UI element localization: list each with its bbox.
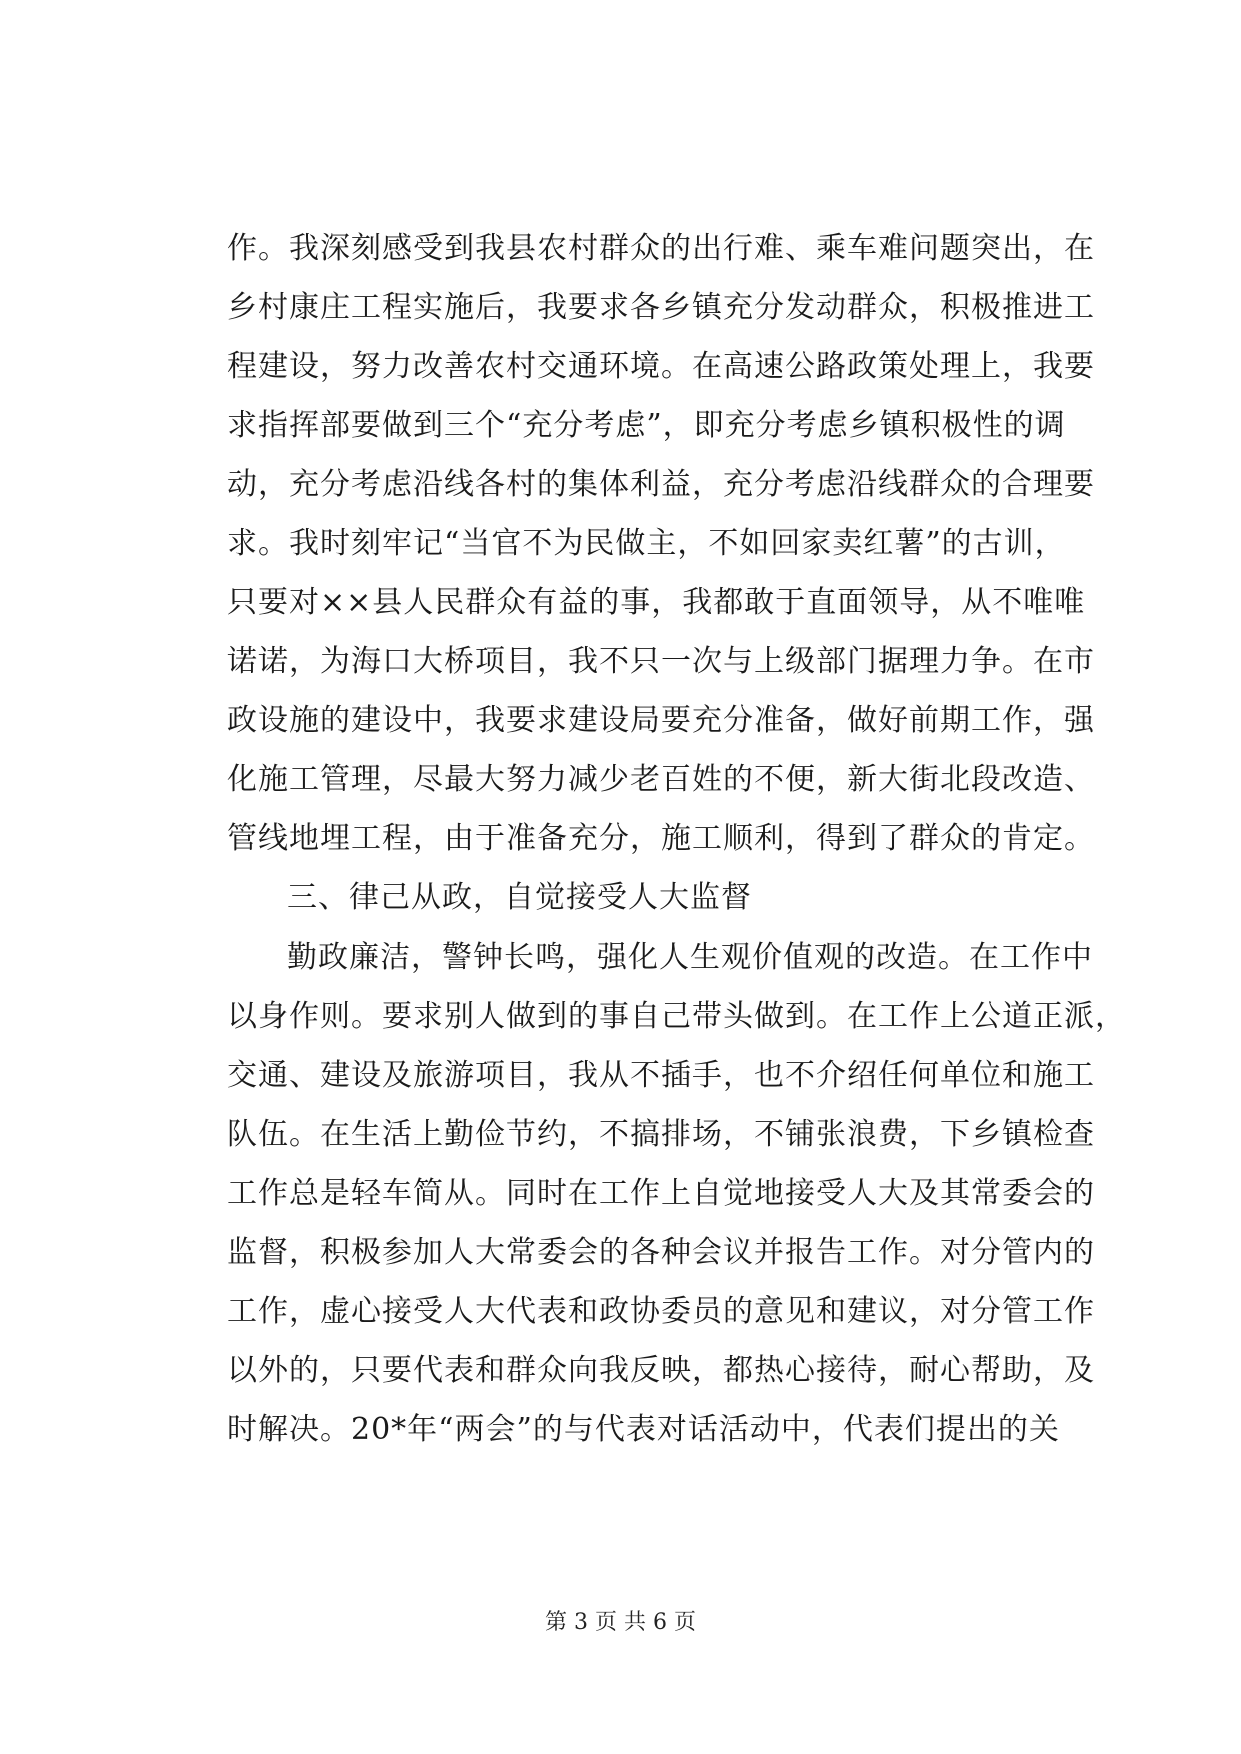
- text-line: 以身作则。要求别人做到的事自己带头做到。在工作上公道正派，: [227, 999, 1126, 1034]
- text-line: 求指挥部要做到三个“充分考虑”，即充分考虑乡镇积极性的调: [227, 408, 1066, 443]
- text-line: 程建设，努力改善农村交通环境。在高速公路政策处理上，我要: [227, 349, 1095, 384]
- page-number-footer: 第 3 页 共 6 页: [545, 1610, 696, 1635]
- text-line: 监督，积极参加人大常委会的各种会议并报告工作。对分管内的: [227, 1235, 1095, 1270]
- text-line: 交通、建设及旅游项目，我从不插手，也不介绍任何单位和施工: [227, 1058, 1095, 1093]
- text-line: 诺诺，为海口大桥项目，我不只一次与上级部门据理力争。在市: [227, 644, 1095, 679]
- text-line: 作。我深刻感受到我县农村群众的出行难、乘车难问题突出，在: [227, 231, 1095, 266]
- text-line: 勤政廉洁，警钟长鸣，强化人生观价值观的改造。在工作中: [287, 940, 1093, 975]
- text-line: 以外的，只要代表和群众向我反映，都热心接待，耐心帮助，及: [227, 1353, 1095, 1388]
- text-line: 队伍。在生活上勤俭节约，不搞排场，不铺张浪费，下乡镇检查: [227, 1117, 1095, 1152]
- text-line: 管线地埋工程，由于准备充分，施工顺利，得到了群众的肯定。: [227, 821, 1095, 856]
- section-heading: 三、律己从政，自觉接受人大监督: [287, 880, 752, 915]
- text-line: 只要对××县人民群众有益的事，我都敢于直面领导，从不唯唯: [227, 585, 1086, 620]
- text-line: 工作总是轻车简从。同时在工作上自觉地接受人大及其常委会的: [227, 1176, 1095, 1211]
- text-line: 化施工管理，尽最大努力减少老百姓的不便，新大街北段改造、: [227, 762, 1095, 797]
- text-line: 动，充分考虑沿线各村的集体利益，充分考虑沿线群众的合理要: [227, 467, 1095, 502]
- text-line: 政设施的建设中，我要求建设局要充分准备，做好前期工作，强: [227, 703, 1095, 738]
- text-line: 求。我时刻牢记“当官不为民做主，不如回家卖红薯”的古训，: [227, 526, 1066, 561]
- text-line: 工作，虚心接受人大代表和政协委员的意见和建议，对分管工作: [227, 1294, 1095, 1329]
- text-line: 时解决。20*年“两会”的与代表对话活动中，代表们提出的关: [227, 1412, 1060, 1447]
- text-line: 乡村康庄工程实施后，我要求各乡镇充分发动群众，积极推进工: [227, 290, 1095, 325]
